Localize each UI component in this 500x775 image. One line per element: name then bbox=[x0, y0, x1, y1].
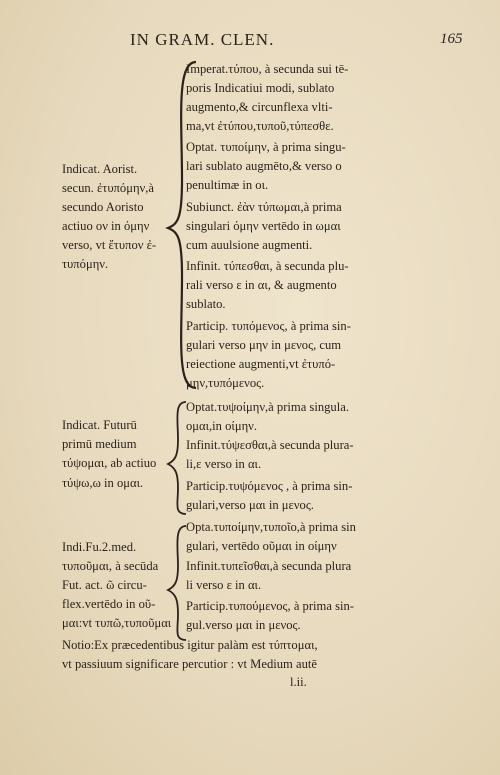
group1-left-line: verso, vt ἔτυπον ἐ- bbox=[62, 238, 157, 252]
group1-right-line: poris Indicatiui modi, sublato bbox=[186, 81, 335, 95]
signature-mark: l.ii. bbox=[290, 675, 307, 689]
group1-right-line: Optat. τυποίμην, à prima singu- bbox=[186, 140, 346, 154]
group3-right-line: Opta.τυποίμην,τυποῖο,à prima sin bbox=[186, 520, 356, 534]
group1-left-line: Indicat. Aorist. bbox=[62, 162, 138, 176]
group3-right-line: li verso ε in αι. bbox=[186, 578, 262, 592]
group1-right-line: μην,τυπόμενος. bbox=[186, 376, 265, 390]
group1-right-line: augmento,& circunflexa vlti- bbox=[186, 100, 333, 114]
group1-right-line: Particip. τυπόμενος, à prima sin- bbox=[186, 319, 351, 333]
group1-right-line: cum auulsione augmenti. bbox=[186, 238, 313, 252]
group3-right-line: gulari, vertēdo οῦμαι in οίμην bbox=[186, 539, 337, 553]
group1-right-line: singulari όμην vertēdo in ωμαι bbox=[186, 219, 341, 233]
group2-left-line: τύψομαι, ab actiuo bbox=[62, 456, 157, 470]
group3-left-line: τυποῦμαι, à secūda bbox=[62, 559, 159, 573]
group1-right-line: Imperat.τύπου, à secunda sui tē- bbox=[186, 62, 349, 76]
group3-left-line: Fut. act. ῶ circu- bbox=[62, 578, 147, 592]
group3-right-line: Infinit.τυπεῖσθαι,à secunda plura bbox=[186, 559, 352, 573]
group2-right-line: li,ε verso in αι. bbox=[186, 457, 262, 471]
footer-line: vt passiuum significare percutior : vt Medium autē bbox=[62, 657, 317, 671]
group1-right-line: reiectione augmenti,vt ἐτυπό- bbox=[186, 357, 336, 371]
group1-right-line: Subiunct. ἐὰν τύπωμαι,à prima bbox=[186, 200, 342, 214]
group1-right-line: rali verso ε in αι, & augmento bbox=[186, 278, 337, 292]
group1-right-line: sublato. bbox=[186, 297, 226, 311]
group2-right-line: Infinit.τύψεσθαι,à secunda plura- bbox=[186, 438, 354, 452]
group1-right-line: Infinit. τύπεσθαι, à secunda plu- bbox=[186, 259, 349, 273]
group1-right-line: gulari verso μην in μενος, cum bbox=[186, 338, 342, 352]
group1-right-line: penultimæ in οι. bbox=[186, 178, 269, 192]
group1-left-line: secun. ἐτυπόμην,à bbox=[62, 181, 154, 195]
group3-left-line: Indi.Fu.2.med. bbox=[62, 540, 137, 554]
group2-right-line: Particip.τυψόμενος , à prima sin- bbox=[186, 479, 353, 493]
group3-left-line: flex.vertēdo in οῦ- bbox=[62, 597, 156, 611]
brace-group-2 bbox=[168, 402, 186, 514]
footer-line: Notio:Ex præcedentibus igitur palàm est τύπτομαι, bbox=[62, 638, 318, 652]
group1-left-line: secundo Aoristo bbox=[62, 200, 144, 214]
group2-left-line: Indicat. Futurū bbox=[62, 418, 137, 432]
group3-right-line: Particip.τυπούμενος, à prima sin- bbox=[186, 599, 354, 613]
group2-left-line: τύψω,ω in ομαι. bbox=[62, 476, 144, 490]
group1-left-line: actiuo ον in όμην bbox=[62, 219, 150, 233]
group1-left-line: τυπόμην. bbox=[62, 257, 109, 271]
group2-left-line: primū medium bbox=[62, 437, 137, 451]
group3-right-line: gul.verso μαι in μενος. bbox=[186, 618, 301, 632]
group3-left-line: μαι:vt τυπῶ,τυποῦμαι bbox=[62, 616, 172, 630]
group2-right-line: gulari,verso μαι in μενος. bbox=[186, 498, 314, 512]
group1-right-line: ma,vt ἐτύπου,τυποῦ,τύπεσθε. bbox=[186, 119, 334, 133]
group1-right-line: lari sublato augmēto,& verso ο bbox=[186, 159, 342, 173]
group2-right-line: Optat.τυψοίμην,à prima singula. bbox=[186, 400, 349, 414]
running-header: IN GRAM. CLEN. bbox=[130, 30, 275, 49]
group2-right-line: ομαι,in οίμην. bbox=[186, 419, 257, 433]
page-number: 165 bbox=[440, 31, 463, 47]
